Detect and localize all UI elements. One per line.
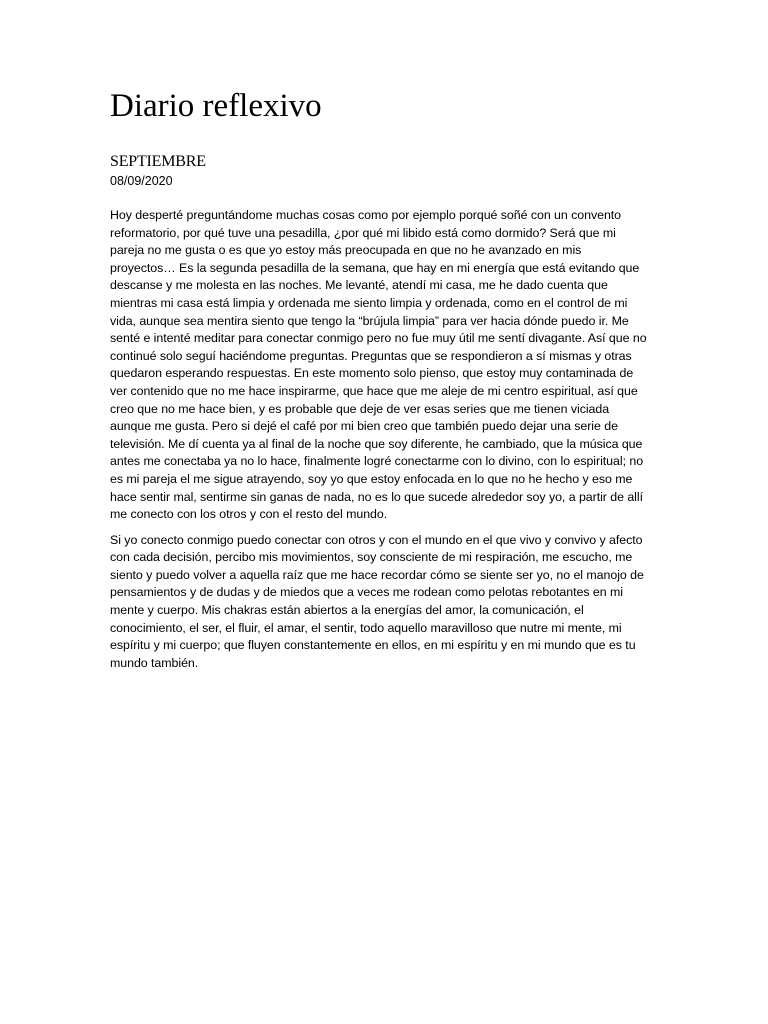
month-heading: SEPTIEMBRE [110,153,206,170]
entry-body [110,207,650,680]
page-title: Diario reflexivo [110,88,322,124]
entry-date: 08/09/2020 [110,174,173,188]
paragraph-1: Hoy desperté preguntándome muchas cosas como por ejemplo porqué soñé con un convento reformatorio, por qué tuve una pesadilla, ¿por qué mi libido está como dormido? Será que mi pareja no me gusta o es que yo estoy más preocupada en que no he avanzado en mis proyectos… Es la segunda pesadilla de la semana, que hay en mi energía que está evitando que descanse y me molesta en las noches. Me levanté, atendí mi casa, me he dado cuenta que mientras mi casa está limpia y ordenada me siento limpia y ordenada, como en el control de mi vida, aunque sea mentira siento que tengo la “brújula limpia” para ver hacia dónde puedo ir. Me senté e intenté meditar para conectar conmigo pero no fue muy útil me sentí divagante. Así que no continué solo seguí haciéndome preguntas. Preguntas que se respondieron a sí mismas y otras quedaron esperando respuestas. En este momento solo pienso, que estoy muy contaminada de ver contenido que no me hace inspirarme, que hace que me aleje de mi centro espiritual, así que creo que no me hace bien, y es probable que deje de ver esas series que me tienen viciada aunque me gusta. Pero si dejé el café por mi bien creo que también puedo dejar una serie de televisión. Me dí cuenta ya al final de la noche que soy diferente, he cambiado, que la música que antes me conectaba ya no lo hace, finalmente logré conectarme con lo divino, con lo espiritual; no es mi pareja el me sigue atrayendo, soy yo que estoy enfocada en lo que no he hecho y eso me hace sentir mal, sentirme sin ganas de nada, no es lo que sucede alrededor soy yo, a partir de allí me conecto con los otros y con el resto del mundo. [110,208,647,522]
paragraph-2: Si yo conecto conmigo puedo conectar con otros y con el mundo en el que vivo y convivo y afecto con cada decisión, percibo mis movimientos, soy consciente de mi respiración, me escucho, me siento y puedo volver a aquella raíz que me hace recordar cómo se siente ser yo, no el manojo de pensamientos y de dudas y de miedos que a veces me rodean como pelotas rebotantes en mi mente y cuerpo. Mis chakras están abiertos a la energías del amor, la comunicación, el conocimiento, el ser, el fluir, el amar, el sentir, todo aquello maravilloso que nutre mi mente, mi espíritu y mi cuerpo; que fluyen constantemente en ellos, en mi espíritu y en mi mundo que es tu mundo también. [110,532,644,670]
